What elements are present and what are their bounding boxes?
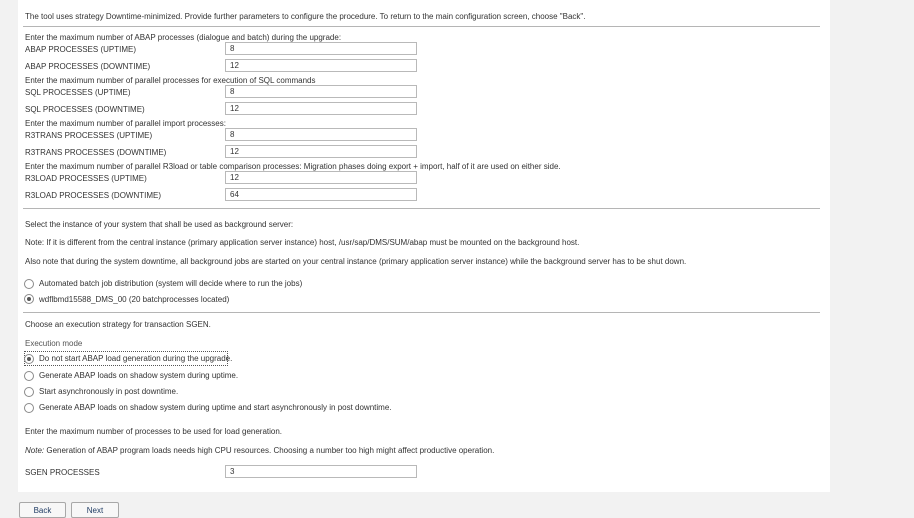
automated-batch-distribution-label[interactable]: Automated batch job distribution (system will decide where to run the jobs) xyxy=(39,279,303,288)
background-server-select-text: Select the instance of your system that shall be used as background server: xyxy=(25,220,294,229)
radio-start-async-post-downtime[interactable] xyxy=(24,387,34,397)
sql-downtime-input[interactable] xyxy=(225,102,417,115)
abap-downtime-input[interactable] xyxy=(225,59,417,72)
back-button[interactable]: Back xyxy=(19,502,66,518)
r3trans-uptime-label: R3TRANS PROCESSES (UPTIME) xyxy=(25,131,153,140)
radio-selected-dot xyxy=(27,357,31,361)
generate-uptime-and-async-label[interactable]: Generate ABAP loads on shadow system during uptime and start asynchronously in post downtime. xyxy=(39,403,392,412)
background-instance-label[interactable]: wdflbmd15588_DMS_00 (20 batchprocesses located) xyxy=(39,295,230,304)
r3load-uptime-input[interactable] xyxy=(225,171,417,184)
sql-uptime-label: SQL PROCESSES (UPTIME) xyxy=(25,88,131,97)
r3load-downtime-input[interactable] xyxy=(225,188,417,201)
note-text: Generation of ABAP program loads needs high CPU resources. Choosing a number too high might affect productive operation. xyxy=(44,446,495,455)
abap-uptime-input[interactable] xyxy=(225,42,417,55)
radio-selected-dot xyxy=(27,297,31,301)
execution-mode-label: Execution mode xyxy=(25,339,83,348)
sgen-max-processes-text: Enter the maximum number of processes to be used for load generation. xyxy=(25,427,283,436)
intro-text: The tool uses strategy Downtime-minimized. Provide further parameters to configure the procedure. To return to the main configuration screen, choose "Back". xyxy=(25,12,586,21)
radio-generate-uptime-and-async[interactable] xyxy=(24,403,34,413)
abap-uptime-label: ABAP PROCESSES (UPTIME) xyxy=(25,45,136,54)
sgen-processes-input[interactable] xyxy=(225,465,417,478)
r3trans-downtime-label: R3TRANS PROCESSES (DOWNTIME) xyxy=(25,148,167,157)
radio-automated-batch-distribution[interactable] xyxy=(24,279,34,289)
no-load-generation-label[interactable]: Do not start ABAP load generation during the upgrade. xyxy=(39,354,233,363)
radio-background-instance[interactable] xyxy=(24,294,34,304)
start-async-post-downtime-label[interactable]: Start asynchronously in post downtime. xyxy=(39,387,179,396)
note-prefix: Note: xyxy=(25,446,45,455)
r3trans-uptime-input[interactable] xyxy=(225,128,417,141)
sgen-strategy-text: Choose an execution strategy for transaction SGEN. xyxy=(25,320,211,329)
radio-no-load-generation[interactable] xyxy=(24,354,34,364)
abap-downtime-label: ABAP PROCESSES (DOWNTIME) xyxy=(25,62,151,71)
sgen-note xyxy=(25,445,494,456)
r3load-processes-header: Enter the maximum number of parallel R3load or table comparison processes: Migration phases doing export + import, half of it are used on either side. xyxy=(25,162,561,171)
configuration-panel xyxy=(18,0,830,492)
r3load-downtime-label: R3LOAD PROCESSES (DOWNTIME) xyxy=(25,191,162,200)
background-server-note: Note: If it is different from the central instance (primary application server instance) host, /usr/sap/DMS/SUM/abap must be mounted on the background host. xyxy=(25,238,580,247)
generate-loads-uptime-label[interactable]: Generate ABAP loads on shadow system during uptime. xyxy=(39,371,239,380)
divider xyxy=(23,208,820,209)
next-button[interactable]: Next xyxy=(71,502,119,518)
divider xyxy=(23,312,820,313)
r3trans-downtime-input[interactable] xyxy=(225,145,417,158)
sql-downtime-label: SQL PROCESSES (DOWNTIME) xyxy=(25,105,145,114)
sql-uptime-input[interactable] xyxy=(225,85,417,98)
sql-processes-header: Enter the maximum number of parallel processes for execution of SQL commands xyxy=(25,76,316,85)
r3load-uptime-label: R3LOAD PROCESSES (UPTIME) xyxy=(25,174,147,183)
radio-generate-loads-uptime[interactable] xyxy=(24,371,34,381)
r3trans-processes-header: Enter the maximum number of parallel import processes: xyxy=(25,119,226,128)
sgen-processes-label: SGEN PROCESSES xyxy=(25,468,100,477)
divider xyxy=(23,26,820,27)
abap-processes-header: Enter the maximum number of ABAP processes (dialogue and batch) during the upgrade: xyxy=(25,33,342,42)
background-server-downtime-note: Also note that during the system downtime, all background jobs are started on your central instance (primary application server instance) while the background server has to be shut down. xyxy=(25,257,687,266)
